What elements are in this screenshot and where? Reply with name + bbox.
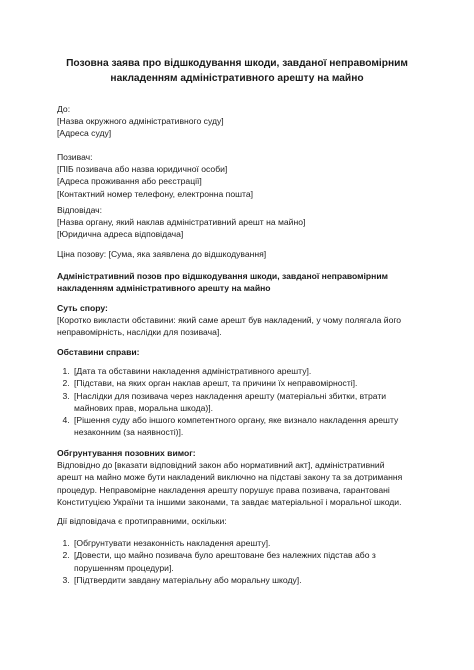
- list-item: [72, 377, 427, 389]
- list-item-text: порушенням процедури].: [74, 562, 174, 573]
- defendant-block: [57, 204, 427, 241]
- plaintiff-block: [57, 151, 427, 200]
- essence-title: Суть спору:: [57, 303, 108, 313]
- list-item-text: 1. [Обгрунтувати незаконність накладення арешту].: [74, 538, 271, 549]
- circumstances-list: [57, 365, 427, 438]
- claim-price: [57, 248, 427, 260]
- court-address: [Адреса суду]: [57, 128, 112, 139]
- list-item-text: 3. [Наслідки для позивача через накладення арешту (матеріальні збитки, втрати: [74, 390, 387, 401]
- grounds-title: Обгрунтування позовних вимог:: [57, 448, 196, 458]
- essence-section: [57, 302, 427, 339]
- reasons-list: [57, 537, 427, 586]
- document-title: [40, 56, 434, 86]
- list-item-text: 2. [Підстави, на яких орган наклав арешт, та причини їх неправомірності].: [74, 378, 358, 389]
- list-item: [72, 549, 427, 573]
- plaintiff-name: [ПІБ позивача або назва юридичної особи]: [57, 164, 228, 175]
- grounds-line-2: арешт на майно може бути накладений виключно на підставі закону та за дотримання: [57, 472, 403, 483]
- list-item: [72, 414, 427, 438]
- list-item: [72, 537, 427, 549]
- list-item: [72, 365, 427, 377]
- defendant-name: [Назва органу, який наклав адміністративний арешт на майно]: [57, 217, 306, 228]
- grounds-line-3: процедур. Неправомірне накладення арешту порушує права позивача, гарантовані: [57, 484, 390, 495]
- claim-heading-line-2: накладенням адміністративного арешту на майно: [57, 283, 271, 294]
- plaintiff-address: [Адреса проживання або реєстрації]: [57, 176, 202, 187]
- defendant-label: Відповідач:: [57, 205, 103, 215]
- grounds-section: [57, 447, 427, 508]
- plaintiff-label: Позивач:: [57, 152, 93, 162]
- list-item-text: 2. [Довести, що майно позивача було арештоване без належних підстав або з: [74, 550, 376, 561]
- addressee-block: [57, 103, 427, 140]
- grounds-line-4: Конституцією України та іншими законами, та завдає матеріальної і моральної шкоди.: [57, 496, 402, 507]
- claim-price-text: Ціна позову: [Сума, яка заявлена до відшкодування]: [57, 249, 267, 259]
- list-item-text: 3. [Підтвердити завдану матеріальну або моральну шкоду].: [74, 574, 302, 585]
- claim-heading-line-1: Адміністративний позов про відшкодування шкоди, завданої неправомірним: [57, 271, 389, 281]
- title-line-2: накладенням адміністративного арешту на майно: [110, 73, 364, 84]
- list-item-text: 4. [Рішення суду або іншого компетентного органу, яке визнало накладення арешту: [74, 415, 399, 426]
- essence-line-2: неправомірність, наслідки для позивача].: [57, 327, 222, 338]
- circumstances-title: Обставини справи:: [57, 347, 140, 357]
- list-item: [72, 390, 427, 414]
- plaintiff-contacts: [Контактний номер телефону, електронна пошта]: [57, 188, 254, 199]
- grounds-line-1: Відповідно до [вказати відповідний закон або нормативний акт], адміністративний: [57, 460, 385, 471]
- addressee-label: До:: [57, 104, 71, 114]
- defendant-address: [Юридична адреса відповідача]: [57, 229, 184, 240]
- list-item-text: майнових прав, моральна шкода)].: [74, 402, 214, 413]
- list-item-text: незаконним (за наявності)].: [74, 427, 184, 438]
- circumstances-section: [57, 346, 427, 438]
- claim-heading: [57, 270, 427, 294]
- court-name: [Назва окружного адміністративного суду]: [57, 116, 224, 127]
- list-item-text: 1. [Дата та обставини накладення адміністративного арешту].: [74, 366, 312, 377]
- essence-line-1: [Коротко викласти обставини: який саме арешт був накладений, у чому полягала його: [57, 315, 402, 326]
- reasons-section: [57, 515, 427, 586]
- list-item: [72, 574, 427, 586]
- reasons-intro: Дії відповідача є протиправними, оскільки:: [57, 516, 227, 526]
- title-line-1: Позовна заява про відшкодування шкоди, завданої неправомірним: [66, 58, 408, 69]
